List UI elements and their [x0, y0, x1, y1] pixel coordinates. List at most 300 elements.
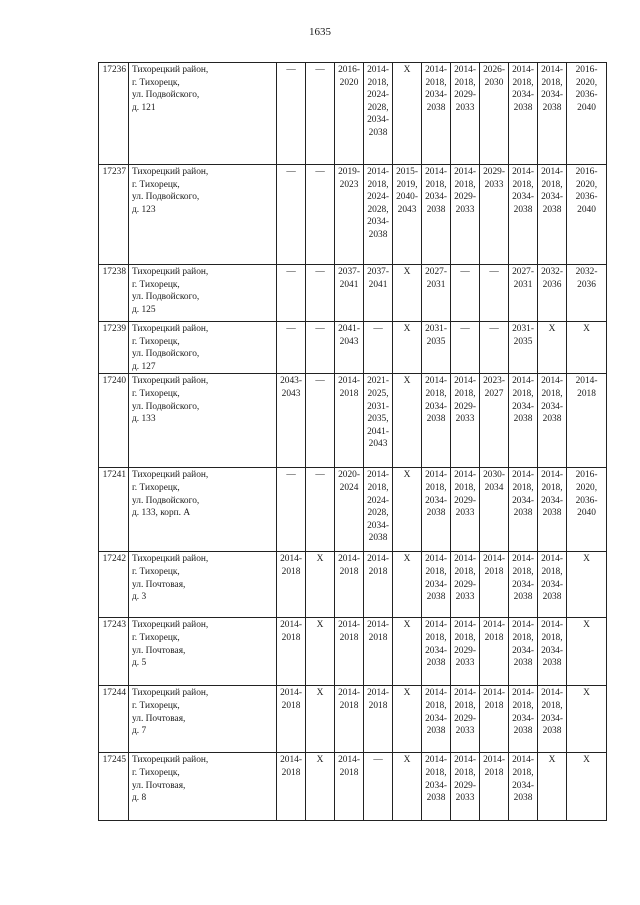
address-line: Тихорецкий район,: [132, 324, 209, 334]
period-line: 2034-: [512, 401, 534, 412]
period-line: 2014-: [541, 688, 563, 699]
period-cell: [277, 753, 306, 821]
period-line: 2034-: [425, 192, 447, 203]
period-line: 2036-: [575, 90, 598, 101]
period-line: 2034-: [367, 520, 389, 531]
period-line: 2030-: [483, 470, 505, 481]
period-cell: [364, 165, 393, 265]
period-line: 2018,: [512, 700, 534, 711]
period-line: 2023: [339, 179, 359, 190]
period-line: 2034: [484, 482, 504, 493]
period-line: 2024-: [367, 192, 389, 203]
period-line: 2021-: [367, 376, 389, 387]
period-line: 2014-: [541, 554, 563, 565]
period-line: 2033: [455, 658, 475, 669]
period-line: 2018,: [425, 77, 447, 88]
period-cell: [422, 265, 451, 322]
period-cell: [451, 322, 480, 374]
period-cell: [335, 468, 364, 552]
period-line: 2034-: [541, 401, 563, 412]
period-line: 2016-: [338, 65, 360, 75]
period-line: 2018,: [454, 77, 476, 88]
period-cell: [393, 686, 422, 753]
period-line: 2029-: [454, 713, 476, 724]
period-cell: [567, 322, 607, 374]
table-row: [99, 265, 607, 322]
period-cell: [509, 686, 538, 753]
period-cell: [509, 552, 538, 618]
period-line: X: [403, 267, 411, 277]
period-line: 2018: [339, 700, 359, 711]
period-line: 2018,: [512, 566, 534, 577]
period-cell: [364, 265, 393, 322]
period-cell: [509, 618, 538, 686]
period-line: X: [403, 65, 411, 75]
period-cell: [335, 753, 364, 821]
period-cell: [567, 265, 607, 322]
period-cell: [393, 63, 422, 165]
period-line: 2018: [368, 566, 388, 577]
period-line: 2018,: [512, 482, 534, 493]
period-line: 2029-: [454, 90, 476, 101]
period-cell: [451, 618, 480, 686]
period-line: —: [460, 267, 470, 277]
period-line: X: [583, 688, 590, 699]
period-line: 2036: [542, 279, 562, 290]
period-line: 2038: [368, 127, 388, 138]
period-line: 2026-: [483, 65, 505, 75]
period-line: 2038: [542, 658, 562, 669]
period-line: 2038: [426, 204, 446, 215]
period-line: 2018: [484, 767, 504, 778]
period-cell: [567, 753, 607, 821]
period-line: 2034-: [425, 90, 447, 101]
address-line: г. Тихорецк,: [132, 632, 180, 643]
period-line: 2018: [281, 566, 301, 577]
period-cell: [451, 63, 480, 165]
row-number: 17240: [99, 374, 129, 468]
period-line: 2033: [455, 102, 475, 113]
period-line: 2038: [542, 204, 562, 215]
period-line: 2018,: [454, 632, 476, 643]
period-cell: [277, 374, 306, 468]
period-line: 2033: [455, 204, 475, 215]
period-cell: [277, 322, 306, 374]
period-line: 2014-: [367, 470, 389, 481]
period-line: 2018,: [541, 482, 563, 493]
period-line: 2029-: [454, 401, 476, 412]
period-line: 2033: [455, 592, 475, 603]
address-line: д. 125: [132, 304, 156, 315]
period-cell: [480, 686, 509, 753]
period-line: 2014-: [454, 688, 476, 699]
address-line: Тихорецкий район,: [132, 554, 209, 565]
period-cell: [451, 265, 480, 322]
period-line: 2038: [513, 414, 533, 425]
period-line: —: [373, 755, 383, 766]
period-line: X: [403, 470, 411, 481]
period-line: 2016-: [575, 65, 598, 75]
period-line: —: [315, 267, 325, 277]
schedule-table: [98, 62, 607, 821]
period-line: 2014-: [454, 167, 476, 177]
period-line: 2041: [339, 279, 359, 290]
period-line: X: [403, 554, 411, 565]
period-cell: [509, 753, 538, 821]
period-line: 2038: [368, 229, 388, 240]
period-line: 2018,: [425, 566, 447, 577]
period-line: —: [315, 167, 325, 177]
period-line: 2018: [281, 700, 301, 711]
period-line: 2034-: [367, 115, 389, 126]
row-number: 17241: [99, 468, 129, 552]
period-line: 2038: [542, 508, 562, 519]
period-line: 2018: [339, 388, 359, 399]
period-cell: [567, 63, 607, 165]
period-line: X: [403, 376, 411, 387]
period-cell: [422, 63, 451, 165]
period-cell: [277, 165, 306, 265]
period-cell: [480, 753, 509, 821]
period-line: 2018,: [425, 388, 447, 399]
address-line: Тихорецкий район,: [132, 688, 209, 699]
row-number: 17239: [99, 322, 129, 374]
period-cell: [451, 753, 480, 821]
period-line: 2029-: [454, 192, 476, 203]
period-line: 2034-: [512, 645, 534, 656]
period-line: 2015-: [396, 167, 418, 177]
period-cell: [509, 63, 538, 165]
period-line: —: [315, 470, 325, 481]
period-line: 2025,: [367, 388, 389, 399]
period-line: 2020,: [575, 482, 598, 493]
period-line: 2018,: [454, 700, 476, 711]
period-line: 2041: [368, 279, 388, 290]
address-line: Тихорецкий район,: [132, 376, 209, 387]
period-cell: [538, 165, 567, 265]
period-cell: [422, 618, 451, 686]
period-line: —: [286, 167, 296, 177]
page-number: 1635: [309, 26, 331, 38]
period-line: 2038: [426, 508, 446, 519]
period-cell: [509, 374, 538, 468]
period-cell: [364, 322, 393, 374]
address-line: ул. Почтовая,: [132, 780, 186, 791]
period-line: 2018,: [367, 77, 389, 88]
period-line: 2034-: [541, 579, 563, 590]
period-line: 2034-: [541, 495, 563, 506]
period-cell: [538, 468, 567, 552]
period-line: 2018,: [454, 482, 476, 493]
period-line: 2041-: [338, 324, 360, 334]
period-line: 2034-: [425, 780, 447, 791]
address-line: ул. Почтовая,: [132, 713, 186, 724]
period-line: 2018,: [425, 179, 447, 190]
period-line: 2014-: [338, 620, 360, 631]
period-cell: [567, 468, 607, 552]
period-line: 2034-: [512, 90, 534, 101]
period-line: 2018: [339, 566, 359, 577]
period-line: 2018: [281, 632, 301, 643]
address-line: г. Тихорецк,: [132, 700, 180, 711]
period-line: 2014-: [338, 554, 360, 565]
table-row: [99, 468, 607, 552]
period-line: 2031: [426, 279, 446, 290]
period-cell: [364, 374, 393, 468]
period-line: 2018,: [425, 700, 447, 711]
period-line: —: [286, 324, 296, 334]
period-line: 2018,: [367, 179, 389, 190]
address-line: ул. Почтовая,: [132, 645, 186, 656]
period-line: 2038: [513, 102, 533, 113]
period-line: 2014-: [454, 755, 476, 766]
address-line: Тихорецкий район,: [132, 65, 209, 75]
address-line: Тихорецкий район,: [132, 620, 209, 631]
period-line: 2027-: [512, 267, 534, 277]
address-line: Тихорецкий район,: [132, 470, 209, 481]
period-cell: [364, 63, 393, 165]
period-line: 2038: [513, 658, 533, 669]
period-line: 2031-: [367, 401, 389, 412]
row-number: 17244: [99, 686, 129, 753]
row-number: 17242: [99, 552, 129, 618]
period-cell: [306, 618, 335, 686]
table-row: [99, 374, 607, 468]
period-line: 2020,: [575, 77, 598, 88]
period-cell: [567, 165, 607, 265]
table-row: [99, 686, 607, 753]
period-line: 2014-: [425, 470, 447, 481]
table-row: [99, 753, 607, 821]
period-line: 2034-: [512, 495, 534, 506]
period-line: 2014-: [483, 688, 505, 699]
address-line: д. 5: [132, 658, 147, 669]
period-line: 2014-: [512, 688, 534, 699]
period-line: 2029-: [454, 579, 476, 590]
period-line: 2028,: [367, 204, 389, 215]
period-line: 2031: [513, 279, 533, 290]
period-line: 2018: [281, 767, 301, 778]
period-line: 2038: [542, 726, 562, 737]
period-line: 2029-: [454, 495, 476, 506]
table-body: [99, 63, 607, 821]
address-line: Тихорецкий район,: [132, 167, 209, 177]
period-line: X: [403, 324, 411, 334]
period-cell: [393, 753, 422, 821]
period-line: X: [583, 620, 590, 631]
period-line: 2037-: [367, 267, 389, 277]
table-row: [99, 63, 607, 165]
period-line: 2014-: [575, 376, 598, 387]
address-line: ул. Подвойского,: [132, 495, 200, 506]
period-cell: [306, 265, 335, 322]
period-line: 2037-: [338, 267, 360, 277]
address-line: д. 3: [132, 592, 147, 603]
period-cell: [538, 322, 567, 374]
period-cell: [538, 753, 567, 821]
period-line: 2018: [484, 566, 504, 577]
period-line: X: [316, 755, 324, 766]
period-line: X: [316, 688, 324, 699]
period-line: 2034-: [425, 579, 447, 590]
period-line: 2014-: [541, 167, 563, 177]
period-cell: [422, 552, 451, 618]
period-line: 2038: [542, 414, 562, 425]
period-cell: [567, 552, 607, 618]
period-cell: [306, 686, 335, 753]
period-line: 2032-: [575, 267, 598, 277]
period-line: —: [315, 65, 325, 75]
period-line: 2036: [577, 279, 596, 290]
period-line: 2038: [426, 414, 446, 425]
period-cell: [364, 686, 393, 753]
address-cell: [129, 552, 277, 618]
period-cell: [306, 165, 335, 265]
period-line: 2035,: [367, 414, 389, 425]
period-cell: [277, 63, 306, 165]
period-line: 2018,: [425, 632, 447, 643]
address-line: ул. Подвойского,: [132, 292, 200, 303]
period-cell: [364, 753, 393, 821]
period-line: 2014-: [280, 755, 302, 766]
period-line: 2014-: [454, 554, 476, 565]
period-line: 2014-: [512, 376, 534, 387]
period-line: 2027: [484, 388, 504, 399]
period-line: 2018,: [541, 179, 563, 190]
address-line: г. Тихорецк,: [132, 482, 180, 493]
row-number: 17236: [99, 63, 129, 165]
address-cell: [129, 468, 277, 552]
period-cell: [364, 618, 393, 686]
address-line: г. Тихорецк,: [132, 566, 180, 577]
period-cell: [538, 618, 567, 686]
period-cell: [422, 322, 451, 374]
period-line: 2018,: [512, 388, 534, 399]
period-line: 2029-: [483, 167, 505, 177]
period-line: 2038: [542, 102, 562, 113]
period-line: 2031-: [425, 324, 447, 334]
period-line: 2038: [542, 592, 562, 603]
period-line: 2016-: [575, 470, 598, 481]
period-line: 2019-: [338, 167, 360, 177]
period-line: 2038: [513, 508, 533, 519]
period-line: X: [403, 688, 411, 699]
period-cell: [480, 322, 509, 374]
table-row: [99, 165, 607, 265]
period-cell: [451, 468, 480, 552]
period-line: 2034-: [425, 713, 447, 724]
period-cell: [277, 468, 306, 552]
period-line: 2018,: [425, 767, 447, 778]
address-line: д. 8: [132, 793, 147, 804]
period-line: 2033: [455, 414, 475, 425]
period-line: 2034-: [512, 579, 534, 590]
period-line: 2032-: [541, 267, 563, 277]
period-line: —: [489, 267, 499, 277]
period-line: 2014-: [454, 376, 476, 387]
period-line: 2014-: [367, 688, 389, 699]
address-line: г. Тихорецк,: [132, 388, 180, 399]
period-line: 2034-: [367, 217, 389, 228]
address-cell: [129, 322, 277, 374]
period-line: 2014-: [280, 620, 302, 631]
address-line: г. Тихорецк,: [132, 767, 180, 778]
period-cell: [306, 374, 335, 468]
period-line: 2029-: [454, 645, 476, 656]
period-cell: [480, 165, 509, 265]
period-line: —: [315, 324, 325, 334]
period-line: 2035: [426, 336, 446, 347]
period-line: 2040: [577, 508, 596, 519]
address-cell: [129, 165, 277, 265]
period-cell: [509, 165, 538, 265]
address-line: д. 7: [132, 726, 147, 737]
period-cell: [422, 753, 451, 821]
period-line: —: [315, 376, 325, 387]
period-cell: [538, 63, 567, 165]
period-line: 2035: [513, 336, 533, 347]
period-cell: [422, 468, 451, 552]
period-line: 2014-: [454, 65, 476, 75]
period-line: —: [489, 324, 499, 334]
period-cell: [393, 618, 422, 686]
address-line: д. 127: [132, 361, 156, 372]
period-line: 2018: [339, 632, 359, 643]
period-cell: [335, 618, 364, 686]
period-cell: [480, 374, 509, 468]
period-line: 2014-: [367, 554, 389, 565]
period-line: 2038: [513, 592, 533, 603]
period-cell: [422, 374, 451, 468]
period-line: 2014-: [512, 470, 534, 481]
row-number: 17243: [99, 618, 129, 686]
period-line: X: [403, 755, 411, 766]
period-line: 2028,: [367, 508, 389, 519]
address-line: ул. Почтовая,: [132, 579, 186, 590]
period-line: 2030: [484, 77, 504, 88]
period-cell: [509, 265, 538, 322]
period-cell: [335, 165, 364, 265]
period-line: X: [548, 755, 556, 766]
period-line: 2034-: [512, 713, 534, 724]
period-line: 2038: [426, 793, 446, 804]
address-line: д. 133: [132, 414, 156, 425]
period-line: 2038: [426, 726, 446, 737]
period-cell: [393, 265, 422, 322]
table-row: [99, 322, 607, 374]
period-line: 2014-: [512, 65, 534, 75]
period-cell: [306, 322, 335, 374]
period-line: 2014-: [425, 688, 447, 699]
period-line: 2014-: [367, 620, 389, 631]
period-line: 2014-: [338, 688, 360, 699]
period-cell: [480, 265, 509, 322]
period-line: 2018,: [454, 767, 476, 778]
period-line: —: [460, 324, 470, 334]
period-line: —: [373, 324, 383, 334]
period-line: 2033: [455, 793, 475, 804]
period-line: 2038: [426, 658, 446, 669]
address-line: г. Тихорецк,: [132, 336, 180, 347]
period-line: 2014-: [512, 167, 534, 177]
period-line: 2014-: [367, 65, 389, 75]
address-cell: [129, 618, 277, 686]
period-line: 2033: [455, 508, 475, 519]
address-cell: [129, 63, 277, 165]
period-line: —: [286, 65, 296, 75]
period-line: 2018,: [512, 632, 534, 643]
period-line: 2038: [426, 592, 446, 603]
